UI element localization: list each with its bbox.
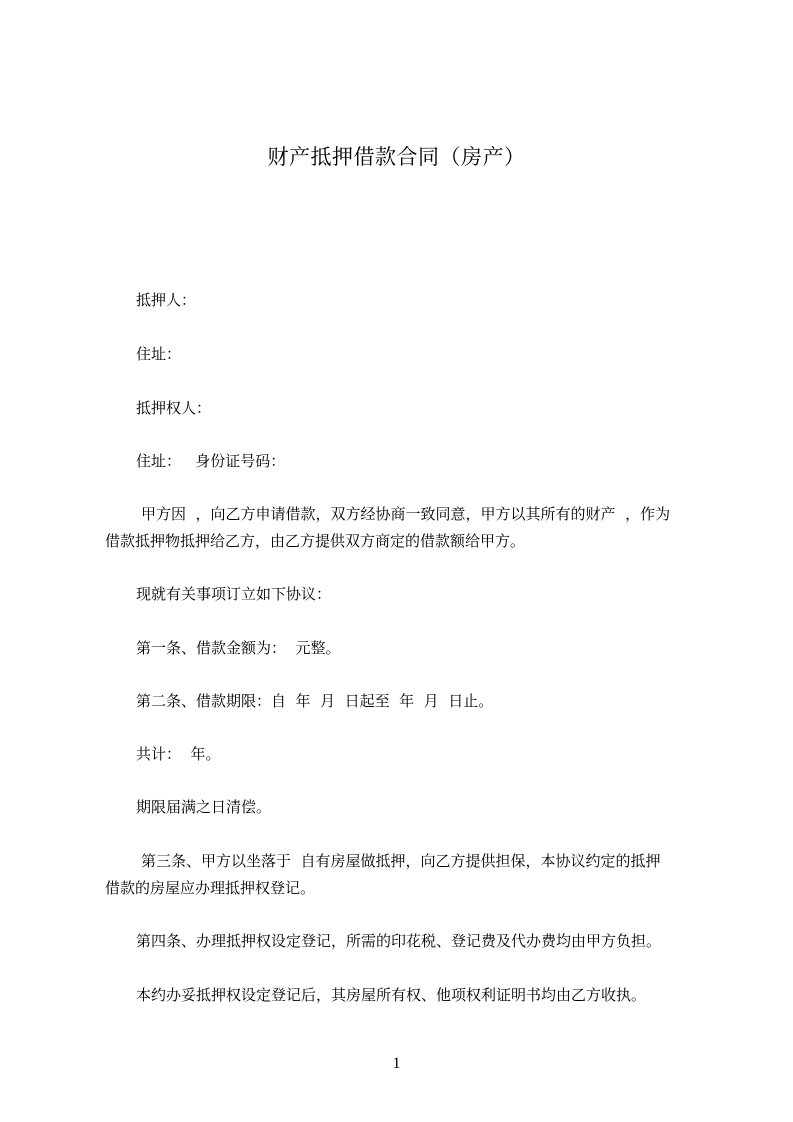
certificate-custody-clause: 本约办妥抵押权设定登记后，其房屋所有权、他项权利证明书均由乙方收执。 — [136, 986, 647, 1004]
article-3-line-2: 借款的房屋应办理抵押权登记。 — [105, 879, 316, 897]
article-3-line-1: 第三条、甲方以坐落于 自有房屋做抵押，向乙方提供担保，本协议约定的抵押 — [141, 852, 661, 870]
repayment-clause: 期限届满之日清偿。 — [136, 798, 272, 816]
article-2-loan-term: 第二条、借款期限：自 年 月 日起至 年 月 日止。 — [136, 692, 494, 710]
loan-total-years: 共计： 年。 — [136, 745, 221, 763]
article-4-fees: 第四条、办理抵押权设定登记，所需的印花税、登记费及代办费均由甲方负担。 — [136, 932, 662, 950]
mortgagee-field: 抵押权人： — [136, 399, 212, 417]
intro-paragraph-line-1: 甲方因 ，向乙方申请借款，双方经协商一致同意，甲方以其所有的财产 ，作为 — [141, 505, 671, 523]
mortgagor-field: 抵押人： — [136, 291, 197, 309]
intro-paragraph-line-2: 借款抵押物抵押给乙方，由乙方提供双方商定的借款额给甲方。 — [105, 532, 526, 550]
page-number: 1 — [392, 1055, 401, 1072]
article-1-loan-amount: 第一条、借款金额为： 元整。 — [136, 639, 341, 657]
agreement-intro: 现就有关事项订立如下协议： — [136, 585, 332, 603]
mortgagor-address-field: 住址： — [136, 345, 182, 363]
document-title: 财产抵押借款合同（房产） — [267, 145, 526, 169]
mortgagee-address-id-field: 住址： 身份证号码： — [136, 452, 286, 470]
